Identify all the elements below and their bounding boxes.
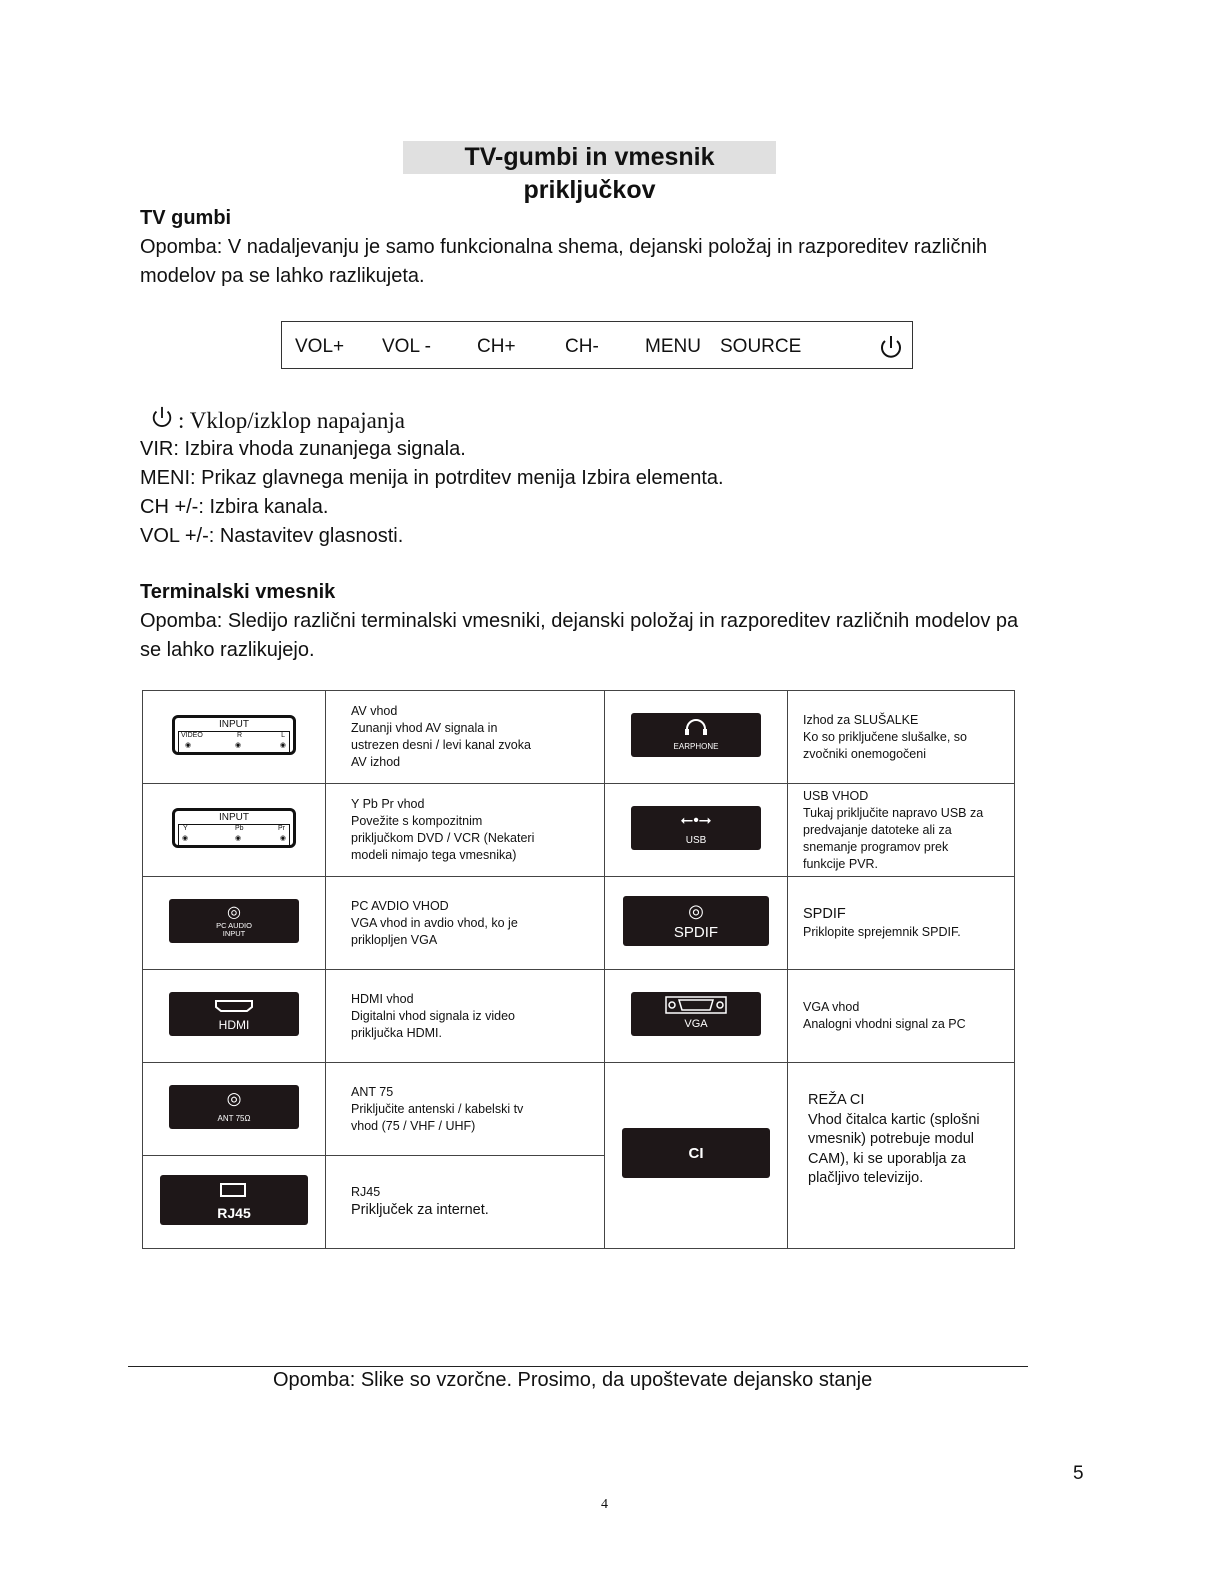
power-description [150,405,405,434]
source-label: SOURCE [720,336,802,357]
spdif-icon: ◎ SPDIF [605,877,788,970]
usb-desc: USB VHOD Tukaj priključite napravo USB za predvajanje datoteke ali za snemanje programov prek funkcije PVR. [788,784,1015,877]
usb-icon: ⭠•⭢ USB [605,784,788,877]
vol-plus-label: VOL+ [295,336,345,357]
page-title: TV-gumbi in vmesnik priključkov [403,141,776,174]
earphone-icon: EARPHONE [605,691,788,784]
section-heading-buttons: TV gumbi [140,207,232,229]
page-number: 5 [1073,1463,1084,1484]
antenna-icon: ◎ ANT 75Ω [143,1063,326,1156]
ci-slot-desc: REŽA CI Vhod čitalca kartic (splošni vmesnik) potrebuje modul CAM), ki se uporablja za plačljivo televizijo. [788,1063,1015,1249]
power-icon [150,405,174,431]
desc-source: VIR: Izbira vhoda zunanjega signala. [140,438,466,460]
vol-minus-label: VOL - [382,336,431,357]
ch-minus-label: CH- [565,336,599,357]
hdmi-icon: HDMI [143,970,326,1063]
av-input-desc: AV vhod Zunanji vhod AV signala in ustrezen desni / levi kanal zvoka AV izhod [326,691,605,784]
ypbpr-input-desc: Y Pb Pr vhod Povežite s kompozitnim priključkom DVD / VCR (Nekateri modeli nimajo tega vmesnika) [326,784,605,877]
desc-volume: VOL +/-: Nastavitev glasnosti. [140,525,404,547]
buttons-note: Opomba: V nadaljevanju je samo funkcionalna shema, dejanski položaj in razporeditev različnih modelov pa se lahko razlikujeta. [140,236,988,287]
pc-audio-desc: PC AVDIO VHOD VGA vhod in avdio vhod, ko je priklopljen VGA [326,877,605,970]
desc-menu: MENI: Prikaz glavnega menija in potrditev menija Izbira elementa. [140,467,724,489]
hdmi-desc: HDMI vhod Digitalni vhod signala iz video priključka HDMI. [326,970,605,1063]
av-input-panel-icon: INPUT VIDEO R L ◉ ◉ ◉ [143,691,326,784]
section-heading-terminals: Terminalski vmesnik [140,581,336,603]
power-icon [878,334,904,362]
footer-divider [128,1366,1028,1367]
spdif-desc: SPDIF Priklopite sprejemnik SPDIF. [788,877,1015,970]
ch-plus-label: CH+ [477,336,516,357]
desc-channel: CH +/-: Izbira kanala. [140,496,329,518]
terminal-table [142,690,1015,1249]
ci-slot-icon: CI [605,1063,788,1249]
earphone-desc: Izhod za SLUŠALKE Ko so priključene slušalke, so zvočniki onemogočeni [788,691,1015,784]
rj45-desc: RJ45 Priključek za internet. [326,1156,605,1249]
footer-note: Opomba: Slike so vzorčne. Prosimo, da upoštevate dejansko stanje [273,1369,873,1391]
tv-button-bar [281,321,913,369]
page-number-original: 4 [601,1497,608,1512]
button-descriptions [140,435,724,551]
pc-audio-icon: ◎ PC AUDIO INPUT [143,877,326,970]
rj45-icon: RJ45 [143,1156,326,1249]
ypbpr-input-panel-icon: INPUT Y Pb Pr ◉ ◉ ◉ [143,784,326,877]
vga-desc: VGA vhod Analogni vhodni signal za PC [788,970,1015,1063]
power-description-text: : Vklop/izklop napajanja [178,408,405,433]
terminals-note: Opomba: Sledijo različni terminalski vmesniki, dejanski položaj in razporeditev različnih modelov pa se lahko razlikujejo. [140,610,1019,661]
vga-icon: VGA [605,970,788,1063]
antenna-desc: ANT 75 Priključite antenski / kabelski tv vhod (75 / VHF / UHF) [326,1063,605,1156]
menu-label: MENU [645,336,701,357]
